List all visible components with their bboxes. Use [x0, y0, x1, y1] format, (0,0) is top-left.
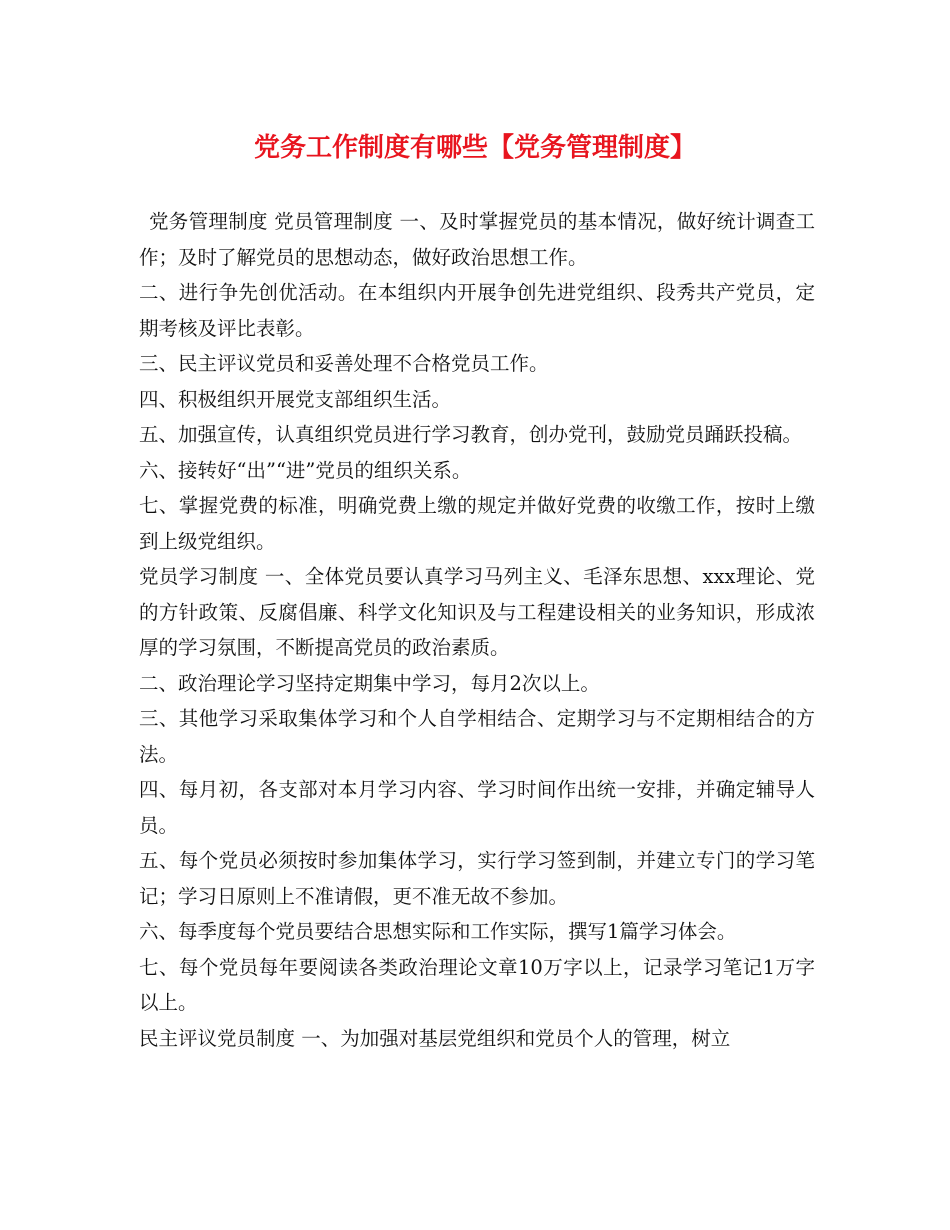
- document-body: [139, 204, 815, 1056]
- paragraph: 七、每个党员每年要阅读各类政治理论文章10万字以上，记录学习笔记1万字以上。: [139, 955, 815, 1014]
- paragraph: 党员学习制度 一、全体党员要认真学习马列主义、毛泽东思想、xxx理论、党的方针政策、反腐倡廉、科学文化知识及与工程建设相关的业务知识，形成浓厚的学习氛围，不断提高党员的政治素质。: [139, 565, 815, 659]
- paragraph: 四、积极组织开展党支部组织生活。: [139, 387, 452, 411]
- paragraph: 六、每季度每个党员要结合思想实际和工作实际，撰写1篇学习体会。: [139, 920, 737, 943]
- document-title: 党务工作制度有哪些【党务管理制度】: [253, 133, 696, 163]
- paragraph: 二、进行争先创优活动。在本组织内开展争创先进党组织、段秀共产党员，定期考核及评比表彰。: [139, 281, 815, 340]
- paragraph: 三、民主评议党员和妥善处理不合格党员工作。: [139, 352, 549, 375]
- paragraph: 三、其他学习采取集体学习和个人自学相结合、定期学习与不定期相结合的方法。: [139, 707, 815, 766]
- paragraph: 二、政治理论学习坚持定期集中学习，每月2次以上。: [139, 671, 600, 695]
- paragraph: 五、每个党员必须按时参加集体学习，实行学习签到制，并建立专门的学习笔记；学习日原则上不准请假，更不准无故不参加。: [139, 849, 815, 908]
- paragraph: 民主评议党员制度 一、为加强对基层党组织和党员个人的管理，树立: [139, 1026, 731, 1050]
- paragraph: 四、每月初，各支部对本月学习内容、学习时间作出统一安排，并确定辅导人员。: [139, 778, 815, 837]
- paragraph: 五、加强宣传，认真组织党员进行学习教育，创办党刊，鼓励党员踊跃投稿。: [139, 423, 803, 446]
- paragraph: 党务管理制度 党员管理制度 一、及时掌握党员的基本情况，做好统计调查工作；及时了解党员的思想动态，做好政治思想工作。: [139, 210, 815, 269]
- paragraph: 七、掌握党费的标准，明确党费上缴的规定并做好党费的收缴工作，按时上缴到上级党组织。: [139, 494, 815, 553]
- paragraph: 六、接转好“出”“进”党员的组织关系。: [139, 458, 472, 482]
